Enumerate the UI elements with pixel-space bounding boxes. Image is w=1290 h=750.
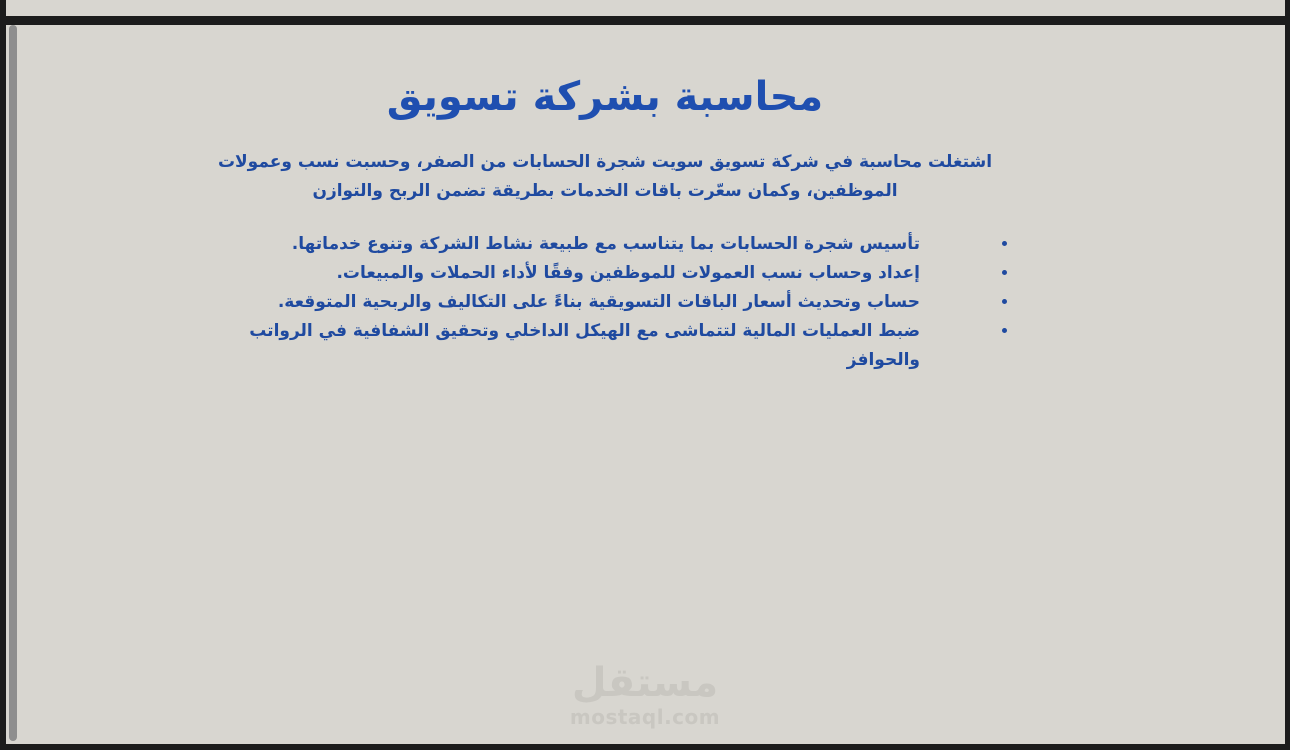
bullet-item: • إعداد وحساب نسب العمولات للموظفين وفقًا لأداء الحملات والمبيعات. <box>180 259 990 288</box>
top-strip <box>0 0 1290 16</box>
slide-intro: اشتغلت محاسبة في شركة تسويق سويت شجرة الحسابات من الصفر، وحسبت نسب وعمولات الموظفين، وكمان سعّرت باقات الخدمات بطريقة تضمن الربح والتوازن <box>217 152 993 201</box>
bullet-list <box>180 230 1030 375</box>
bullet-item: • حساب وتحديث أسعار الباقات التسويقية بناءً على التكاليف والربحية المتوقعة. <box>180 288 990 317</box>
watermark-latin: mostaql.com <box>569 705 721 729</box>
top-border <box>0 16 1290 25</box>
watermark-arabic: مستقل <box>571 660 719 706</box>
bottom-border <box>0 744 1290 750</box>
mostaql-watermark-logo <box>560 660 730 728</box>
bullet-item: • ضبط العمليات المالية لتتماشى مع الهيكل الداخلي وتحقيق الشفافية في الرواتب والحوافز <box>180 317 990 375</box>
slide-title: محاسبة بشركة تسويق <box>386 74 824 120</box>
right-border <box>1285 0 1290 750</box>
left-border <box>0 0 6 750</box>
bullet-item: • تأسيس شجرة الحسابات بما يتناسب مع طبيعة نشاط الشركة وتنوع خدماتها. <box>180 230 990 259</box>
slide-content <box>180 68 1030 375</box>
vertical-scrollbar[interactable] <box>9 25 17 741</box>
